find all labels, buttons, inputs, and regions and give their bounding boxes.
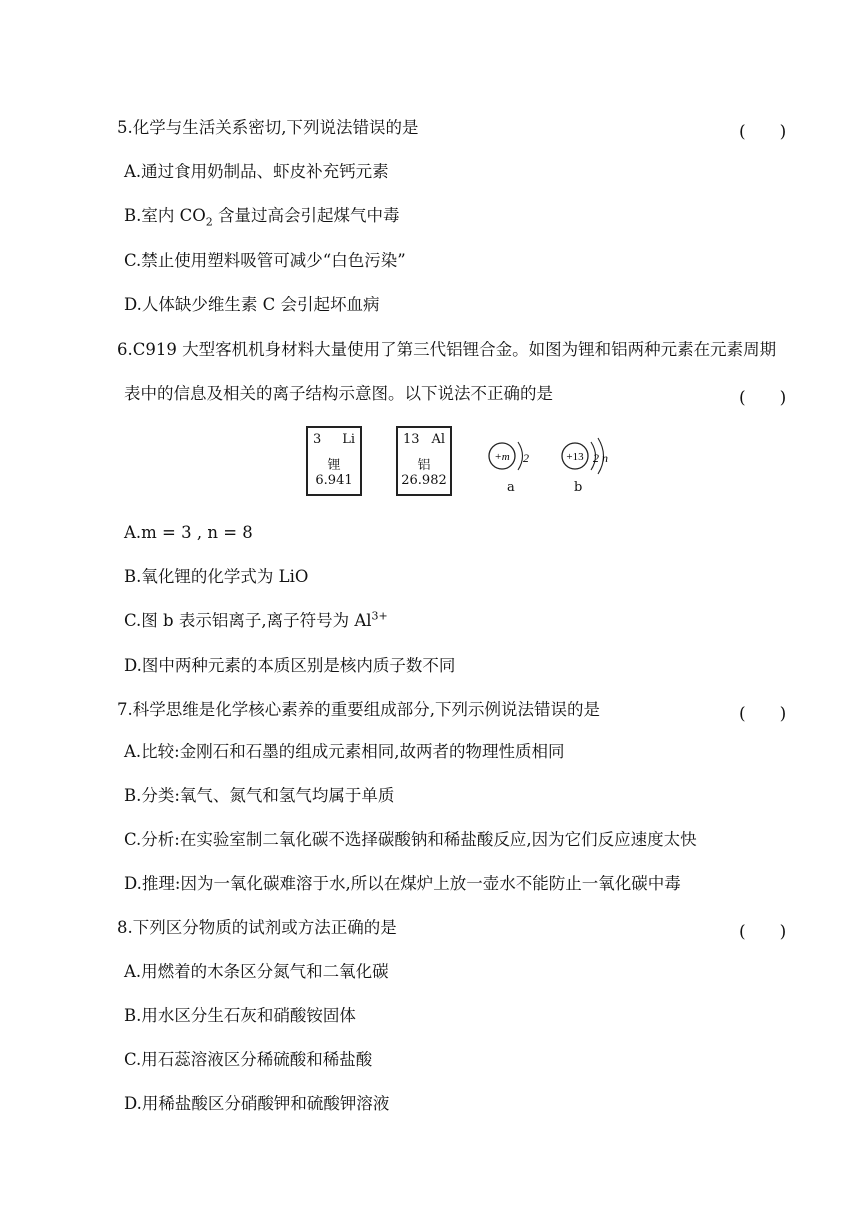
ion-diagram-b	[562, 438, 608, 474]
shell-b1-count: 2	[593, 451, 599, 465]
al-name: 铝	[417, 458, 431, 473]
lithium-element-cell	[306, 426, 362, 496]
q7-option-a: A.比较:金刚石和石墨的组成元素相同,故两者的物理性质相同	[124, 742, 565, 761]
q6-stem-line2: 表中的信息及相关的离子结构示意图。以下说法不正确的是	[124, 384, 553, 403]
ion-diagram-a	[489, 442, 529, 470]
li-atomic-number: 3	[313, 432, 322, 447]
q7-stem: 7.科学思维是化学核心素养的重要组成部分,下列示例说法错误的是	[117, 700, 600, 719]
q6-option-c-superscript: 3+	[371, 609, 388, 623]
diagram-a-caption: a	[507, 480, 515, 495]
nucleus-a-label: +m	[494, 451, 510, 463]
al-mass: 26.982	[401, 473, 447, 488]
q8-answer-paren: ( )	[739, 922, 787, 942]
q5-answer-paren: ( )	[739, 122, 787, 142]
li-name: 锂	[327, 458, 341, 473]
diagram-b-caption: b	[574, 480, 583, 495]
q6-option-c-text: C.图 b 表示铝离子,离子符号为 Al	[124, 611, 372, 630]
q6-stem-line1: 6.C919 大型客机机身材料大量使用了第三代铝锂合金。如图为锂和铝两种元素在元素周期	[117, 340, 777, 359]
q5-option-b	[124, 205, 400, 227]
q6-option-a: A.m = 3 , n = 8	[124, 523, 253, 542]
shell-a-count: 2	[523, 451, 529, 465]
q5-option-b-subscript: 2	[205, 215, 213, 229]
q6-option-c	[124, 610, 388, 632]
q7-option-b: B.分类:氧气、氮气和氢气均属于单质	[124, 786, 395, 805]
nucleus-b-label: +13	[566, 451, 584, 463]
al-symbol: Al	[431, 432, 445, 447]
q5-option-b-text: B.室内 CO	[124, 206, 206, 225]
q5-option-d: D.人体缺少维生素 C 会引起坏血病	[124, 295, 380, 314]
li-mass: 6.941	[315, 473, 353, 488]
q6-figure	[300, 420, 630, 500]
q7-answer-paren: ( )	[739, 704, 787, 724]
q6-option-b: B.氧化锂的化学式为 LiO	[124, 567, 309, 586]
q8-option-c: C.用石蕊溶液区分稀硫酸和稀盐酸	[124, 1050, 373, 1069]
q7-option-c: C.分析:在实验室制二氧化碳不选择碳酸钠和稀盐酸反应,因为它们反应速度太快	[124, 830, 697, 849]
q7-option-d: D.推理:因为一氧化碳难溶于水,所以在煤炉上放一壶水不能防止一氧化碳中毒	[124, 874, 681, 893]
q8-option-a: A.用燃着的木条区分氮气和二氧化碳	[124, 962, 389, 981]
q6-answer-paren: ( )	[739, 388, 787, 408]
aluminum-element-cell	[396, 426, 452, 496]
q8-stem: 8.下列区分物质的试剂或方法正确的是	[117, 918, 397, 937]
q8-option-b: B.用水区分生石灰和硝酸铵固体	[124, 1006, 356, 1025]
q8-option-d: D.用稀盐酸区分硝酸钾和硫酸钾溶液	[124, 1094, 390, 1113]
q5-option-a: A.通过食用奶制品、虾皮补充钙元素	[124, 162, 389, 181]
al-atomic-number: 13	[403, 432, 420, 447]
ion-structure-diagrams	[485, 434, 635, 480]
q5-option-b-text-end: 含量过高会引起煤气中毒	[212, 206, 400, 225]
shell-a-arc	[518, 442, 523, 470]
q5-stem: 5.化学与生活关系密切,下列说法错误的是	[117, 118, 419, 137]
li-symbol: Li	[342, 432, 355, 447]
q6-option-d: D.图中两种元素的本质区别是核内质子数不同	[124, 656, 456, 675]
q5-option-c: C.禁止使用塑料吸管可减少“白色污染”	[124, 251, 406, 270]
shell-b2-count: n	[602, 451, 608, 465]
